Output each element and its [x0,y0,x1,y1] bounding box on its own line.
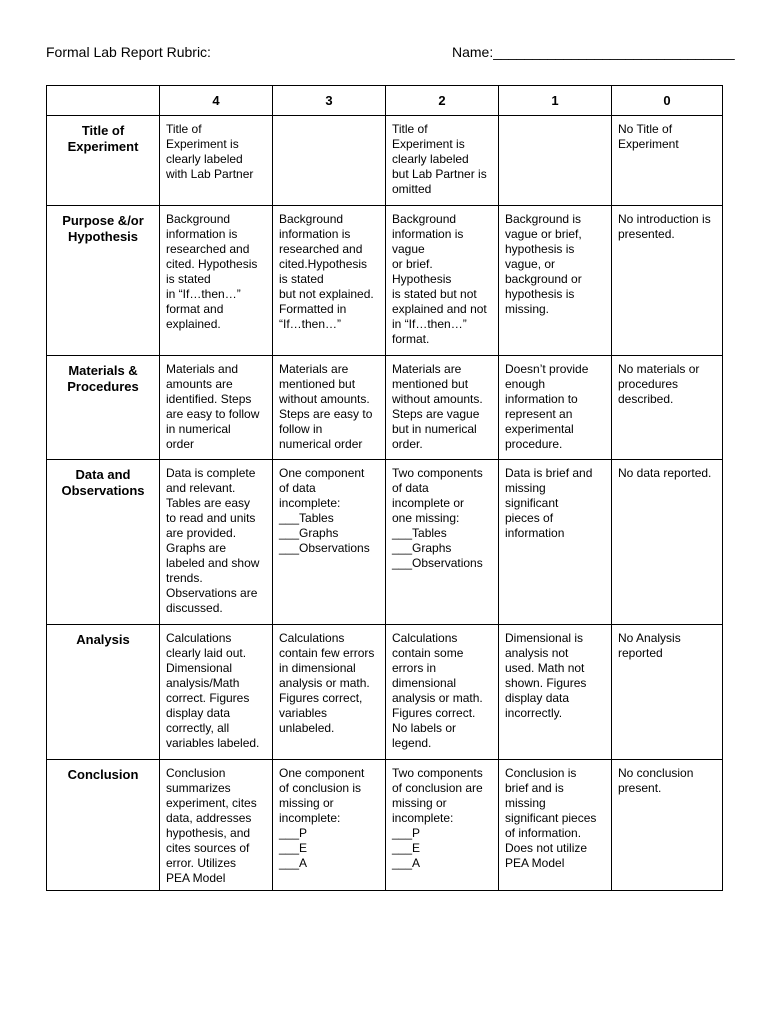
table-row-title-of-experiment [47,116,723,206]
criterion-cell: Title of Experiment [47,116,160,206]
rubric-cell-score-4: Data is complete and relevant. Tables are easy to read and units are provided. Graphs are labeled and show trends. Observations are discussed. [160,460,273,625]
rubric-cell-score-4: Materials and amounts are identified. Steps are easy to follow in numerical order [160,356,273,460]
rubric-cell-score-3: Background information is researched and cited.Hypothesis is stated but not explained. Formatted in “If…then…” [273,206,386,356]
rubric-cell-score-2: Two components of data incomplete or one missing: ___Tables ___Graphs ___Observations [386,460,499,625]
rubric-cell-score-2: Two components of conclusion are missing or incomplete: ___P ___E ___A [386,760,499,891]
table-row-materials-procedures [47,356,723,460]
rubric-cell-score-3: Materials are mentioned but without amounts. Steps are easy to follow in numerical order [273,356,386,460]
rubric-cell-score-2: Title of Experiment is clearly labeled but Lab Partner is omitted [386,116,499,206]
criterion-cell: Conclusion [47,760,160,891]
rubric-cell-score-4: Background information is researched and cited. Hypothesis is stated in “If…then…” format and explained. [160,206,273,356]
rubric-cell-score-0: No Analysis reported [612,625,723,760]
header-row [47,86,723,116]
rubric-cell-score-1: Background is vague or brief, hypothesis is vague, or background or hypothesis is missing. [499,206,612,356]
rubric-cell-score-4: Calculations clearly laid out. Dimensional analysis/Math correct. Figures display data correctly, all variables labeled. [160,625,273,760]
header-cell-score-3: 3 [273,86,386,116]
header-cell-criterion [47,86,160,116]
rubric-cell-score-0: No introduction is presented. [612,206,723,356]
rubric-cell-score-4: Title of Experiment is clearly labeled with Lab Partner [160,116,273,206]
rubric-cell-score-1: Conclusion is brief and is missing significant pieces of information. Does not utilize PEA Model [499,760,612,891]
criterion-cell: Purpose &/or Hypothesis [47,206,160,356]
rubric-cell-score-3: Calculations contain few errors in dimensional analysis or math. Figures correct, variables unlabeled. [273,625,386,760]
rubric-cell-score-3 [273,116,386,206]
rubric-cell-score-0: No materials or procedures described. [612,356,723,460]
table-row-purpose-hypothesis [47,206,723,356]
name-field-label: Name:_______________________________ [452,44,735,60]
rubric-cell-score-0: No Title of Experiment [612,116,723,206]
document-title: Formal Lab Report Rubric: [46,44,211,60]
header-cell-score-1: 1 [499,86,612,116]
header-cell-score-4: 4 [160,86,273,116]
rubric-cell-score-4: Conclusion summarizes experiment, cites data, addresses hypothesis, and cites sources of error. Utilizes PEA Model [160,760,273,891]
document-header [46,44,735,66]
criterion-cell: Materials & Procedures [47,356,160,460]
criterion-cell: Analysis [47,625,160,760]
rubric-cell-score-3: One component of data incomplete: ___Tables ___Graphs ___Observations [273,460,386,625]
rubric-table [46,85,723,891]
header-cell-score-2: 2 [386,86,499,116]
rubric-cell-score-2: Background information is vague or brief. Hypothesis is stated but not explained and not in “If…then…” format. [386,206,499,356]
table-row-analysis [47,625,723,760]
rubric-cell-score-0: No data reported. [612,460,723,625]
table-row-data-observations [47,460,723,625]
header-cell-score-0: 0 [612,86,723,116]
rubric-cell-score-2: Calculations contain some errors in dimensional analysis or math. Figures correct. No labels or legend. [386,625,499,760]
rubric-cell-score-1 [499,116,612,206]
rubric-cell-score-1: Doesn’t provide enough information to represent an experimental procedure. [499,356,612,460]
table-row-conclusion [47,760,723,891]
rubric-cell-score-1: Data is brief and missing significant pieces of information [499,460,612,625]
rubric-cell-score-0: No conclusion present. [612,760,723,891]
rubric-cell-score-1: Dimensional is analysis not used. Math not shown. Figures display data incorrectly. [499,625,612,760]
criterion-cell: Data and Observations [47,460,160,625]
rubric-cell-score-2: Materials are mentioned but without amounts. Steps are vague but in numerical order. [386,356,499,460]
rubric-cell-score-3: One component of conclusion is missing or incomplete: ___P ___E ___A [273,760,386,891]
